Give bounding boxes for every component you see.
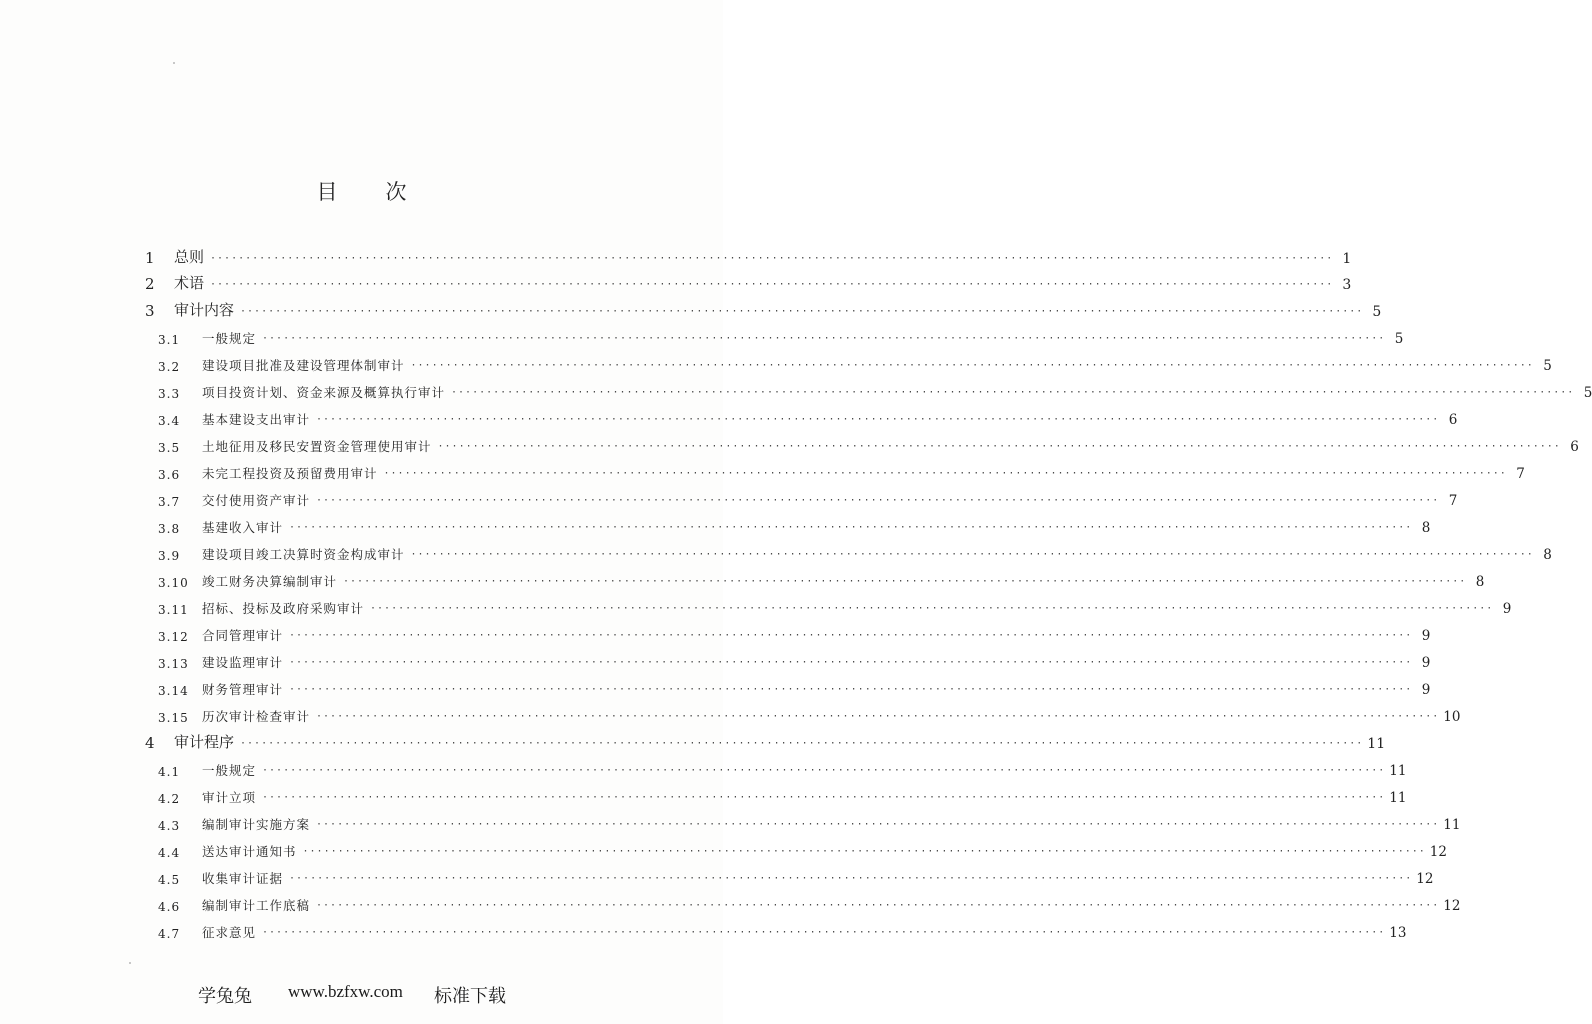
toc-entry-number: 4: [145, 734, 155, 752]
toc-entry[interactable]: [158, 401, 1458, 428]
toc-dot-leader: ································································································································································: [210, 279, 1334, 290]
toc-entry-label: 总则: [174, 248, 205, 266]
toc-entry-page-number: 9: [1421, 628, 1431, 644]
toc-entry-number: 3.14: [158, 684, 189, 698]
toc-entry-number: 2: [145, 275, 155, 293]
toc-entry[interactable]: [158, 482, 1458, 509]
toc-entry-page-number: 8: [1543, 547, 1552, 563]
toc-entry[interactable]: [158, 563, 1485, 590]
toc-entry[interactable]: [158, 833, 1447, 860]
title-char-1: 目: [316, 180, 338, 204]
toc-entry-page-number: 5: [1583, 385, 1592, 401]
toc-dot-leader: ································································································································································: [262, 927, 1386, 938]
toc-dot-leader: ································································································································································: [370, 603, 1494, 614]
toc-entry[interactable]: [145, 293, 1382, 320]
toc-entry[interactable]: [158, 779, 1407, 806]
toc-entry[interactable]: [158, 806, 1461, 833]
toc-entry-page-number: 9: [1421, 655, 1431, 671]
toc-entry-label: 审计内容: [174, 301, 235, 319]
toc-dot-leader: ································································································································································: [262, 333, 1386, 344]
toc-dot-leader: ································································································································································: [240, 306, 1364, 317]
toc-entry-number: 3.11: [158, 603, 189, 617]
toc-dot-leader: ································································································································································: [240, 738, 1364, 749]
toc-entry-page-number: 9: [1421, 682, 1431, 698]
toc-entry-page-number: 11: [1389, 790, 1407, 806]
toc-dot-leader: ································································································································································: [289, 684, 1413, 695]
toc-entry[interactable]: [158, 617, 1431, 644]
toc-entry-label: 招标、投标及政府采购审计: [202, 601, 365, 616]
toc-entry[interactable]: [158, 752, 1407, 779]
toc-entry-page-number: 10: [1443, 709, 1461, 725]
toc-entry-number: 3.8: [158, 522, 181, 536]
toc-dot-leader: ································································································································································: [410, 549, 1534, 560]
toc-dot-leader: ································································································································································: [210, 253, 1334, 264]
toc-dot-leader: ································································································································································: [343, 576, 1467, 587]
toc-entry-number: 3.15: [158, 711, 189, 725]
toc-entry-page-number: 6: [1448, 412, 1458, 428]
toc-entry-label: 建设监理审计: [202, 655, 284, 670]
toc-dot-leader: ································································································································································: [316, 711, 1440, 722]
toc-entry[interactable]: [158, 428, 1579, 455]
toc-entry-label: 一般规定: [202, 331, 257, 346]
toc-entry[interactable]: [158, 644, 1431, 671]
toc-entry-label: 合同管理审计: [202, 628, 284, 643]
toc-dot-leader: ································································································································································: [316, 819, 1440, 830]
toc-dot-leader: ································································································································································: [437, 441, 1561, 452]
toc-entry-number: 3.10: [158, 576, 189, 590]
toc-entry-label: 建设项目竣工决算时资金构成审计: [202, 547, 405, 562]
toc-entry-number: 3.5: [158, 441, 181, 455]
toc-entry-page-number: 5: [1372, 304, 1382, 320]
toc-entry-page-number: 12: [1443, 898, 1461, 914]
toc-dot-leader: ································································································································································: [451, 387, 1575, 398]
toc-dot-leader: ································································································································································: [289, 522, 1413, 533]
toc-entry-page-number: 11: [1367, 736, 1386, 752]
toc-entry-number: 3.2: [158, 360, 181, 374]
toc-entry[interactable]: [145, 725, 1386, 752]
footer-download-label: 标准下载: [434, 986, 506, 1007]
toc-entry[interactable]: [158, 914, 1407, 941]
toc-entry-label: 未完工程投资及预留费用审计: [202, 466, 378, 481]
toc-entry-label: 收集审计证据: [202, 871, 284, 886]
toc-entry[interactable]: [158, 698, 1461, 725]
toc-dot-leader: ································································································································································: [302, 846, 1426, 857]
toc-entry-page-number: 9: [1502, 601, 1512, 617]
toc-entry-page-number: 5: [1543, 358, 1552, 374]
toc-dot-leader: ································································································································································: [289, 630, 1413, 641]
toc-dot-leader: ································································································································································: [316, 495, 1440, 506]
scan-speck: [129, 962, 131, 964]
toc-entry-page-number: 8: [1421, 520, 1431, 536]
toc-entry-number: 3.13: [158, 657, 189, 671]
toc-entry-number: 3.7: [158, 495, 181, 509]
toc-entry-label: 编制审计工作底稿: [202, 898, 311, 913]
toc-entry-number: 3.3: [158, 387, 181, 401]
toc-entry-label: 基本建设支出审计: [202, 412, 311, 427]
toc-entry-page-number: 11: [1443, 817, 1461, 833]
toc-entry-number: 3.9: [158, 549, 181, 563]
toc-entry-number: 3: [145, 302, 155, 320]
toc-entry[interactable]: [158, 887, 1461, 914]
toc-entry-label: 财务管理审计: [202, 682, 284, 697]
toc-entry-label: 审计立项: [202, 790, 257, 805]
toc-dot-leader: ································································································································································: [289, 657, 1413, 668]
toc-entry-label: 审计程序: [174, 733, 235, 751]
footer-url[interactable]: www.bzfxw.com: [288, 982, 403, 1001]
toc-entry-page-number: 12: [1429, 844, 1447, 860]
toc-dot-leader: ································································································································································: [316, 414, 1440, 425]
toc-entry-number: 4.6: [158, 900, 181, 914]
toc-entry-page-number: 11: [1389, 763, 1407, 779]
toc-entry[interactable]: [145, 240, 1352, 267]
toc-entry[interactable]: [158, 320, 1404, 347]
toc-entry[interactable]: [158, 374, 1592, 401]
toc-entry-number: 4.3: [158, 819, 181, 833]
toc-entry[interactable]: [158, 347, 1552, 374]
toc-entry-number: 4.5: [158, 873, 181, 887]
toc-entry[interactable]: [158, 671, 1431, 698]
toc-entry-page-number: 3: [1342, 277, 1352, 293]
toc-entry[interactable]: [145, 266, 1352, 293]
toc-entry-label: 历次审计检查审计: [202, 709, 311, 724]
toc-entry[interactable]: [158, 536, 1552, 563]
toc-entry-page-number: 5: [1394, 331, 1404, 347]
toc-entry-number: 4.4: [158, 846, 181, 860]
toc-entry-label: 一般规定: [202, 763, 257, 778]
toc-entry-label: 基建收入审计: [202, 520, 284, 535]
toc-entry-page-number: 8: [1475, 574, 1485, 590]
toc-entry-page-number: 7: [1516, 466, 1525, 482]
toc-entry-page-number: 1: [1342, 251, 1352, 267]
toc-dot-leader: ································································································································································: [383, 468, 1507, 479]
toc-entry-number: 3.1: [158, 333, 181, 347]
toc-entry-number: 1: [145, 249, 155, 267]
toc-entry-label: 送达审计通知书: [202, 844, 297, 859]
toc-entry[interactable]: [158, 509, 1431, 536]
toc-entry-page-number: 13: [1389, 925, 1407, 941]
toc-entry-page-number: 6: [1570, 439, 1579, 455]
toc-entry-number: 3.4: [158, 414, 181, 428]
page-title: [0, 176, 723, 206]
toc-entry-number: 4.2: [158, 792, 181, 806]
toc-dot-leader: ································································································································································: [262, 765, 1386, 776]
scan-speck: [173, 62, 175, 64]
toc-entry-label: 编制审计实施方案: [202, 817, 311, 832]
toc-entry-label: 术语: [174, 274, 205, 292]
toc-entry[interactable]: [158, 590, 1512, 617]
toc-entry-label: 项目投资计划、资金来源及概算执行审计: [202, 385, 446, 400]
toc-entry-page-number: 7: [1448, 493, 1458, 509]
toc-entry-number: 4.1: [158, 765, 181, 779]
toc-entry-label: 建设项目批准及建设管理体制审计: [202, 358, 405, 373]
toc-entry[interactable]: [158, 455, 1525, 482]
toc-entry[interactable]: [158, 860, 1434, 887]
toc-entry-page-number: 12: [1416, 871, 1434, 887]
toc-entry-label: 交付使用资产审计: [202, 493, 311, 508]
toc-entry-number: 3.6: [158, 468, 181, 482]
toc-dot-leader: ································································································································································: [316, 900, 1440, 911]
toc-entry-label: 征求意见: [202, 925, 257, 940]
toc-entry-number: 4.7: [158, 927, 181, 941]
toc-dot-leader: ································································································································································: [410, 360, 1534, 371]
toc-entry-label: 土地征用及移民安置资金管理使用审计: [202, 439, 432, 454]
toc-entry-number: 3.12: [158, 630, 189, 644]
toc-dot-leader: ································································································································································: [262, 792, 1386, 803]
title-char-2: 次: [385, 180, 407, 204]
footer-watermark: [198, 982, 538, 1010]
toc-dot-leader: ································································································································································: [289, 873, 1413, 884]
toc-entry-label: 竣工财务决算编制审计: [202, 574, 338, 589]
footer-site-name: 学兔兔: [198, 986, 252, 1007]
